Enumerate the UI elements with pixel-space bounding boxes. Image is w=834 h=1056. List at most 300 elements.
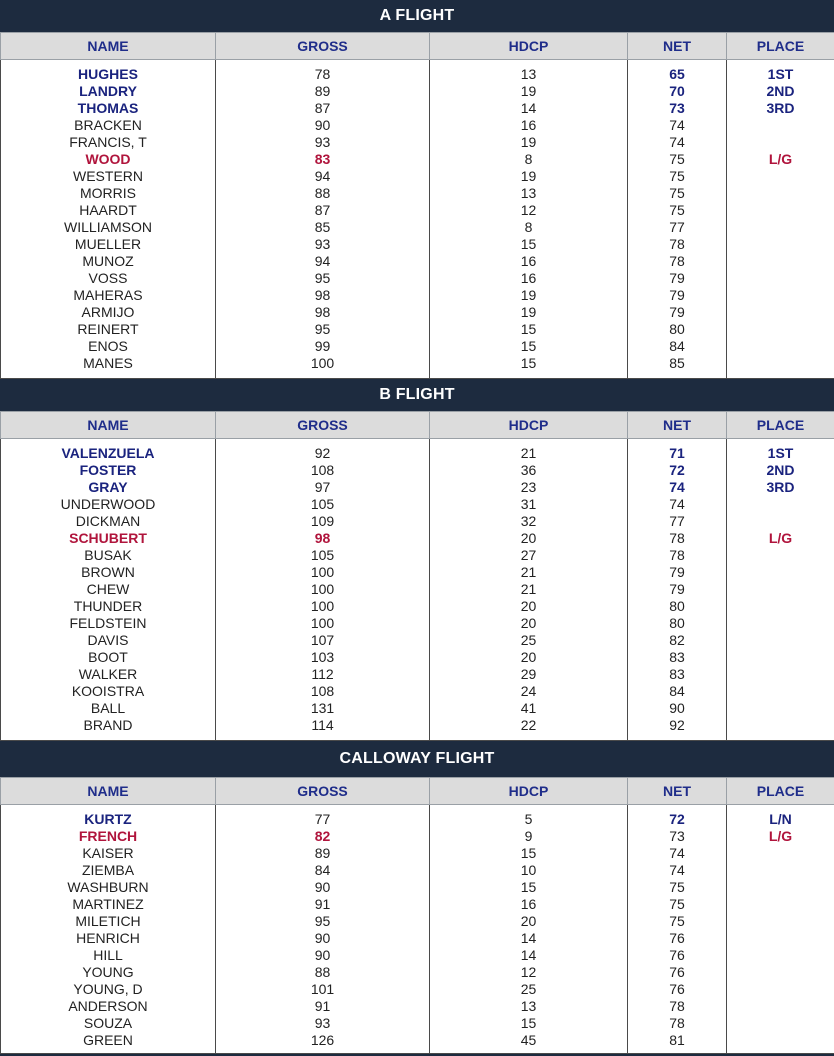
cell-net: 84: [628, 338, 727, 355]
table-row: [1, 253, 834, 270]
cell-gross: 98: [216, 530, 430, 547]
cell-hdcp: 20: [430, 615, 628, 632]
cell-gross: 105: [216, 547, 430, 564]
cell-hdcp: 36: [430, 462, 628, 479]
cell-net: 74: [628, 496, 727, 513]
cell-hdcp: 32: [430, 513, 628, 530]
cell-net: 79: [628, 564, 727, 581]
cell-net: 71: [628, 445, 727, 462]
cell-place: [727, 930, 834, 947]
cell-gross: 109: [216, 513, 430, 530]
col-header-net: NET: [628, 33, 727, 60]
cell-hdcp: 16: [430, 253, 628, 270]
header-row: [1, 778, 834, 805]
cell-place: L/N: [727, 811, 834, 828]
cell-hdcp: 15: [430, 1015, 628, 1032]
cell-place: [727, 981, 834, 998]
results-table: [0, 32, 834, 379]
cell-hdcp: 20: [430, 649, 628, 666]
cell-hdcp: 16: [430, 896, 628, 913]
cell-hdcp: 8: [430, 151, 628, 168]
cell-name: WASHBURN: [1, 879, 216, 896]
cell-gross: 94: [216, 168, 430, 185]
cell-gross: 83: [216, 151, 430, 168]
cell-hdcp: 23: [430, 479, 628, 496]
cell-net: 80: [628, 615, 727, 632]
cell-gross: 101: [216, 981, 430, 998]
spacer-cell: [1, 734, 216, 741]
col-header-net: NET: [628, 778, 727, 805]
cell-gross: 100: [216, 581, 430, 598]
cell-name: BROWN: [1, 564, 216, 581]
col-header-name: NAME: [1, 412, 216, 439]
cell-place: [727, 879, 834, 896]
cell-net: 85: [628, 355, 727, 372]
col-header-gross: GROSS: [216, 778, 430, 805]
table-row: [1, 321, 834, 338]
cell-place: [727, 845, 834, 862]
cell-hdcp: 12: [430, 202, 628, 219]
cell-gross: 98: [216, 287, 430, 304]
cell-gross: 108: [216, 462, 430, 479]
cell-net: 74: [628, 117, 727, 134]
cell-place: [727, 896, 834, 913]
table-row: [1, 219, 834, 236]
cell-hdcp: 15: [430, 879, 628, 896]
table-row: [1, 1032, 834, 1049]
cell-name: ZIEMBA: [1, 862, 216, 879]
cell-net: 82: [628, 632, 727, 649]
cell-name: ARMIJO: [1, 304, 216, 321]
cell-gross: 100: [216, 615, 430, 632]
cell-name: LANDRY: [1, 83, 216, 100]
cell-gross: 97: [216, 479, 430, 496]
cell-gross: 88: [216, 964, 430, 981]
cell-place: [727, 117, 834, 134]
table-row: [1, 845, 834, 862]
cell-net: 79: [628, 270, 727, 287]
cell-place: [727, 168, 834, 185]
cell-net: 76: [628, 947, 727, 964]
cell-place: [727, 964, 834, 981]
cell-place: 3RD: [727, 100, 834, 117]
cell-net: 73: [628, 828, 727, 845]
cell-name: HILL: [1, 947, 216, 964]
spacer-cell: [727, 1049, 834, 1054]
cell-gross: 90: [216, 930, 430, 947]
spacer-row: [1, 1049, 834, 1054]
table-row: [1, 530, 834, 547]
cell-hdcp: 19: [430, 134, 628, 151]
cell-hdcp: 20: [430, 598, 628, 615]
cell-gross: 107: [216, 632, 430, 649]
cell-gross: 91: [216, 896, 430, 913]
cell-hdcp: 15: [430, 338, 628, 355]
cell-net: 78: [628, 253, 727, 270]
cell-place: [727, 862, 834, 879]
cell-place: [727, 202, 834, 219]
cell-name: VOSS: [1, 270, 216, 287]
cell-net: 74: [628, 134, 727, 151]
cell-gross: 93: [216, 236, 430, 253]
cell-hdcp: 25: [430, 632, 628, 649]
cell-net: 74: [628, 479, 727, 496]
cell-hdcp: 31: [430, 496, 628, 513]
col-header-name: NAME: [1, 33, 216, 60]
cell-gross: 90: [216, 117, 430, 134]
col-header-place: PLACE: [727, 33, 834, 60]
cell-net: 80: [628, 598, 727, 615]
cell-name: FOSTER: [1, 462, 216, 479]
cell-name: HUGHES: [1, 66, 216, 83]
spacer-cell: [216, 734, 430, 741]
cell-net: 83: [628, 666, 727, 683]
cell-place: [727, 547, 834, 564]
cell-net: 80: [628, 321, 727, 338]
cell-gross: 93: [216, 134, 430, 151]
cell-gross: 85: [216, 219, 430, 236]
cell-hdcp: 9: [430, 828, 628, 845]
table-row: [1, 998, 834, 1015]
cell-net: 83: [628, 649, 727, 666]
cell-hdcp: 14: [430, 930, 628, 947]
cell-net: 79: [628, 581, 727, 598]
cell-net: 79: [628, 287, 727, 304]
cell-name: FRENCH: [1, 828, 216, 845]
cell-name: SOUZA: [1, 1015, 216, 1032]
cell-net: 74: [628, 862, 727, 879]
table-row: [1, 981, 834, 998]
cell-place: [727, 496, 834, 513]
cell-name: ANDERSON: [1, 998, 216, 1015]
cell-name: BRAND: [1, 717, 216, 734]
table-row: [1, 683, 834, 700]
table-row: [1, 598, 834, 615]
cell-net: 72: [628, 811, 727, 828]
cell-place: [727, 598, 834, 615]
cell-gross: 82: [216, 828, 430, 845]
flight-section-0: [0, 0, 834, 379]
cell-hdcp: 24: [430, 683, 628, 700]
cell-place: [727, 683, 834, 700]
table-row: [1, 445, 834, 462]
table-row: [1, 304, 834, 321]
cell-gross: 87: [216, 100, 430, 117]
cell-name: KOOISTRA: [1, 683, 216, 700]
cell-place: [727, 134, 834, 151]
cell-place: [727, 666, 834, 683]
cell-net: 70: [628, 83, 727, 100]
table-row: [1, 100, 834, 117]
cell-place: [727, 321, 834, 338]
col-header-name: NAME: [1, 778, 216, 805]
cell-hdcp: 14: [430, 100, 628, 117]
cell-hdcp: 19: [430, 304, 628, 321]
cell-place: 1ST: [727, 445, 834, 462]
cell-name: MORRIS: [1, 185, 216, 202]
cell-gross: 131: [216, 700, 430, 717]
cell-gross: 126: [216, 1032, 430, 1049]
cell-hdcp: 21: [430, 581, 628, 598]
cell-name: WESTERN: [1, 168, 216, 185]
cell-name: YOUNG, D: [1, 981, 216, 998]
table-row: [1, 964, 834, 981]
cell-hdcp: 19: [430, 287, 628, 304]
cell-net: 78: [628, 547, 727, 564]
table-row: [1, 717, 834, 734]
cell-hdcp: 45: [430, 1032, 628, 1049]
cell-net: 65: [628, 66, 727, 83]
cell-hdcp: 25: [430, 981, 628, 998]
cell-hdcp: 15: [430, 321, 628, 338]
table-row: [1, 649, 834, 666]
cell-gross: 112: [216, 666, 430, 683]
cell-place: L/G: [727, 151, 834, 168]
cell-net: 81: [628, 1032, 727, 1049]
cell-gross: 95: [216, 321, 430, 338]
cell-gross: 105: [216, 496, 430, 513]
cell-name: BOOT: [1, 649, 216, 666]
cell-place: [727, 219, 834, 236]
cell-place: [727, 913, 834, 930]
flight-section-1: [0, 379, 834, 741]
flight-section-2: [0, 741, 834, 1054]
spacer-cell: [430, 372, 628, 379]
cell-place: [727, 355, 834, 372]
cell-gross: 90: [216, 947, 430, 964]
col-header-net: NET: [628, 412, 727, 439]
col-header-hdcp: HDCP: [430, 33, 628, 60]
cell-place: [727, 947, 834, 964]
cell-gross: 91: [216, 998, 430, 1015]
cell-place: [727, 615, 834, 632]
cell-place: L/G: [727, 530, 834, 547]
cell-hdcp: 15: [430, 845, 628, 862]
cell-place: 2ND: [727, 462, 834, 479]
cell-hdcp: 29: [430, 666, 628, 683]
table-row: [1, 338, 834, 355]
cell-hdcp: 8: [430, 219, 628, 236]
cell-hdcp: 19: [430, 168, 628, 185]
cell-net: 76: [628, 964, 727, 981]
cell-name: DAVIS: [1, 632, 216, 649]
cell-name: KAISER: [1, 845, 216, 862]
table-row: [1, 496, 834, 513]
cell-place: [727, 287, 834, 304]
cell-hdcp: 19: [430, 83, 628, 100]
table-row: [1, 811, 834, 828]
cell-gross: 89: [216, 845, 430, 862]
cell-name: FELDSTEIN: [1, 615, 216, 632]
cell-hdcp: 5: [430, 811, 628, 828]
cell-name: KURTZ: [1, 811, 216, 828]
table-row: [1, 202, 834, 219]
cell-gross: 95: [216, 270, 430, 287]
table-row: [1, 270, 834, 287]
table-row: [1, 479, 834, 496]
cell-net: 74: [628, 845, 727, 862]
cell-name: BUSAK: [1, 547, 216, 564]
table-row: [1, 581, 834, 598]
cell-net: 76: [628, 981, 727, 998]
cell-name: GRAY: [1, 479, 216, 496]
cell-net: 78: [628, 998, 727, 1015]
cell-net: 75: [628, 896, 727, 913]
cell-gross: 77: [216, 811, 430, 828]
cell-place: [727, 236, 834, 253]
cell-name: ENOS: [1, 338, 216, 355]
cell-name: GREEN: [1, 1032, 216, 1049]
cell-gross: 90: [216, 879, 430, 896]
cell-net: 72: [628, 462, 727, 479]
cell-name: BRACKEN: [1, 117, 216, 134]
cell-gross: 92: [216, 445, 430, 462]
cell-gross: 99: [216, 338, 430, 355]
cell-name: FRANCIS, T: [1, 134, 216, 151]
cell-gross: 100: [216, 355, 430, 372]
cell-name: MILETICH: [1, 913, 216, 930]
spacer-cell: [216, 1049, 430, 1054]
cell-net: 78: [628, 530, 727, 547]
cell-place: [727, 304, 834, 321]
flight-title: B FLIGHT: [0, 379, 834, 411]
table-row: [1, 615, 834, 632]
cell-net: 75: [628, 151, 727, 168]
cell-name: WALKER: [1, 666, 216, 683]
col-header-place: PLACE: [727, 778, 834, 805]
table-row: [1, 83, 834, 100]
cell-hdcp: 10: [430, 862, 628, 879]
cell-net: 75: [628, 913, 727, 930]
cell-name: REINERT: [1, 321, 216, 338]
cell-hdcp: 13: [430, 185, 628, 202]
cell-net: 79: [628, 304, 727, 321]
spacer-cell: [1, 372, 216, 379]
cell-name: WILLIAMSON: [1, 219, 216, 236]
cell-net: 78: [628, 236, 727, 253]
cell-place: [727, 270, 834, 287]
spacer-row: [1, 372, 834, 379]
spacer-cell: [727, 372, 834, 379]
cell-place: [727, 1015, 834, 1032]
cell-name: HENRICH: [1, 930, 216, 947]
table-row: [1, 151, 834, 168]
cell-place: [727, 700, 834, 717]
cell-name: UNDERWOOD: [1, 496, 216, 513]
table-row: [1, 828, 834, 845]
col-header-hdcp: HDCP: [430, 412, 628, 439]
cell-hdcp: 16: [430, 270, 628, 287]
cell-place: [727, 1032, 834, 1049]
cell-hdcp: 13: [430, 998, 628, 1015]
cell-name: MARTINEZ: [1, 896, 216, 913]
cell-gross: 95: [216, 913, 430, 930]
table-row: [1, 462, 834, 479]
table-row: [1, 879, 834, 896]
cell-gross: 89: [216, 83, 430, 100]
cell-hdcp: 21: [430, 445, 628, 462]
cell-gross: 100: [216, 564, 430, 581]
cell-gross: 94: [216, 253, 430, 270]
table-row: [1, 117, 834, 134]
spacer-cell: [1, 1049, 216, 1054]
cell-net: 75: [628, 185, 727, 202]
cell-net: 77: [628, 513, 727, 530]
cell-hdcp: 15: [430, 355, 628, 372]
table-row: [1, 632, 834, 649]
table-row: [1, 547, 834, 564]
table-row: [1, 66, 834, 83]
cell-gross: 103: [216, 649, 430, 666]
cell-hdcp: 12: [430, 964, 628, 981]
cell-name: MUNOZ: [1, 253, 216, 270]
spacer-row: [1, 734, 834, 741]
table-row: [1, 134, 834, 151]
cell-hdcp: 16: [430, 117, 628, 134]
cell-net: 73: [628, 100, 727, 117]
cell-place: [727, 717, 834, 734]
table-row: [1, 896, 834, 913]
col-header-hdcp: HDCP: [430, 778, 628, 805]
table-row: [1, 355, 834, 372]
results-table: [0, 411, 834, 741]
cell-place: 2ND: [727, 83, 834, 100]
cell-net: 75: [628, 202, 727, 219]
spacer-cell: [430, 1049, 628, 1054]
cell-net: 84: [628, 683, 727, 700]
cell-place: [727, 998, 834, 1015]
cell-gross: 108: [216, 683, 430, 700]
cell-gross: 100: [216, 598, 430, 615]
spacer-cell: [727, 734, 834, 741]
cell-name: THOMAS: [1, 100, 216, 117]
cell-gross: 98: [216, 304, 430, 321]
cell-hdcp: 20: [430, 530, 628, 547]
table-row: [1, 564, 834, 581]
cell-place: [727, 649, 834, 666]
cell-name: SCHUBERT: [1, 530, 216, 547]
cell-place: 3RD: [727, 479, 834, 496]
cell-name: MANES: [1, 355, 216, 372]
cell-gross: 88: [216, 185, 430, 202]
cell-hdcp: 41: [430, 700, 628, 717]
table-row: [1, 1015, 834, 1032]
cell-place: L/G: [727, 828, 834, 845]
cell-gross: 114: [216, 717, 430, 734]
col-header-gross: GROSS: [216, 33, 430, 60]
cell-net: 78: [628, 1015, 727, 1032]
cell-name: BALL: [1, 700, 216, 717]
cell-net: 76: [628, 930, 727, 947]
cell-name: WOOD: [1, 151, 216, 168]
table-row: [1, 913, 834, 930]
cell-gross: 78: [216, 66, 430, 83]
table-row: [1, 947, 834, 964]
cell-place: [727, 581, 834, 598]
spacer-cell: [628, 372, 727, 379]
cell-net: 92: [628, 717, 727, 734]
cell-name: THUNDER: [1, 598, 216, 615]
spacer-cell: [216, 372, 430, 379]
table-row: [1, 236, 834, 253]
cell-name: HAARDT: [1, 202, 216, 219]
table-row: [1, 700, 834, 717]
cell-name: MUELLER: [1, 236, 216, 253]
cell-net: 75: [628, 168, 727, 185]
cell-place: [727, 338, 834, 355]
table-row: [1, 862, 834, 879]
spacer-cell: [628, 1049, 727, 1054]
